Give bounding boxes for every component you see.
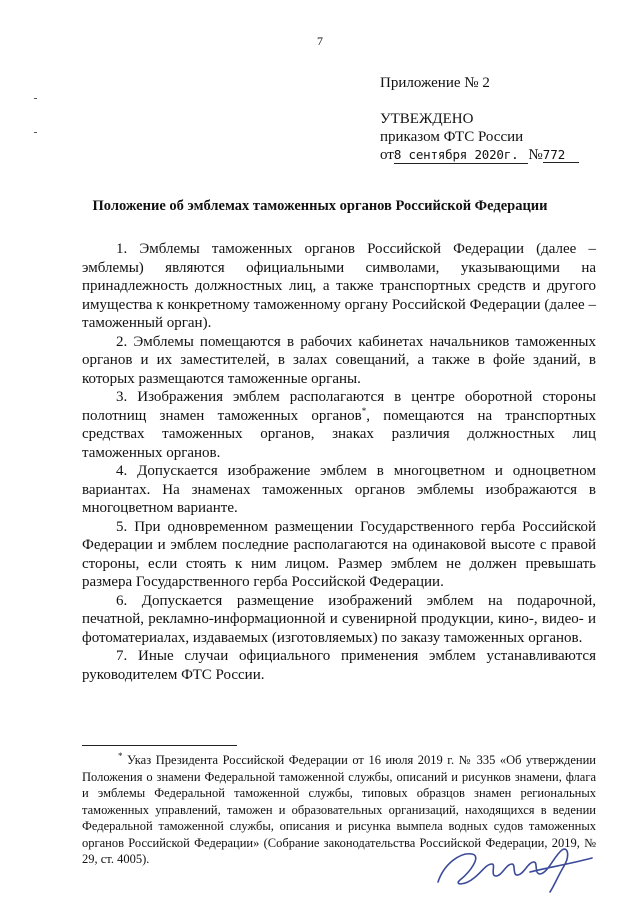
margin-mark <box>34 98 37 99</box>
approval-number: 772 <box>543 147 580 163</box>
paragraph-3-before: 3. Изображения эмблем располагаются в центре оборотной стороны полотнищ знамен таможенных органов <box>82 389 596 424</box>
paragraph-1: 1. Эмблемы таможенных органов Российской Федерации (далее – эмблемы) являются официальными символами, указывающими на принадлежность должностных лиц, а также транспортных средств и другого имущества к конкретному таможенному органу Российской Федерации (далее – таможенный орган). <box>82 241 596 331</box>
signature-stroke <box>438 849 592 892</box>
paragraph-4: 4. Допускается изображение эмблем в многоцветном и одноцветном вариантах. На знаменах таможенных органов эмблемы изображаются в многоцветном варианте. <box>82 463 596 516</box>
signature <box>430 842 600 897</box>
approval-approved: УТВЕЖДЕНО <box>380 111 474 127</box>
margin-mark <box>34 132 37 133</box>
document-title: Положение об эмблемах таможенных органов Российской Федерации <box>92 198 548 214</box>
approval-from: от <box>380 147 394 163</box>
footnote-text: Указ Президента Российской Федерации от 16 июля 2019 г. № 335 «Об утверждении Положения о знамени Федеральной таможенной службы, описаний и рисунков знамени, флага и эмблемы Федеральной таможенной службы, типовых образцов знамен региональных таможенных управлений, таможен и образовательных организаций, находящихся в ведении Федеральной таможенной службы, описания и рисунка вымпела водных судов таможенных органов Российской Федерации» (Собрание законодательства Российской Федерации, 2019, № 29, ст. 4005). <box>82 753 596 866</box>
approval-date: 8 сентября 2020г. <box>394 147 529 164</box>
approval-number-sign: № <box>528 147 543 163</box>
footnote-separator <box>82 745 237 746</box>
approval-order: приказом ФТС России <box>380 129 524 145</box>
paragraph-5: 5. При одновременном размещении Государственного герба Российской Федерации и эмблем последние располагаются на одинаковой высоте с правой стороны, если стоять к ним лицом. Размер эмблем не должен превышать размера Государственного герба Российской Федерации. <box>82 518 596 590</box>
approval-date-line <box>380 146 579 164</box>
document-body <box>82 240 596 684</box>
paragraph-3-after: , помещаются на транспортных средствах таможенных органов, знаках различия должностных лиц таможенных органов. <box>82 407 596 461</box>
paragraph-6: 6. Допускается размещение изображений эмблем на подарочной, печатной, рекламно-информационной и сувенирной продукции, кино-, видео- и фотоматериалах, издаваемых (изготовляемых) по заказу таможенных органов. <box>82 592 596 646</box>
footnote-reference: * <box>361 405 367 416</box>
footnote-mark: * <box>118 750 123 761</box>
approval-block <box>380 110 579 164</box>
paragraph-3 <box>82 388 596 462</box>
paragraph-7: 7. Иные случаи официального применения эмблем устанавливаются руководителем ФТС России. <box>82 648 596 683</box>
paragraph-2: 2. Эмблемы помещаются в рабочих кабинетах начальников таможенных органов и их заместителей, в залах совещаний, а также в фойе зданий, в которых размещаются таможенные органы. <box>82 333 596 387</box>
annex-label: Приложение № 2 <box>380 75 490 91</box>
page-number: 7 <box>317 34 323 48</box>
